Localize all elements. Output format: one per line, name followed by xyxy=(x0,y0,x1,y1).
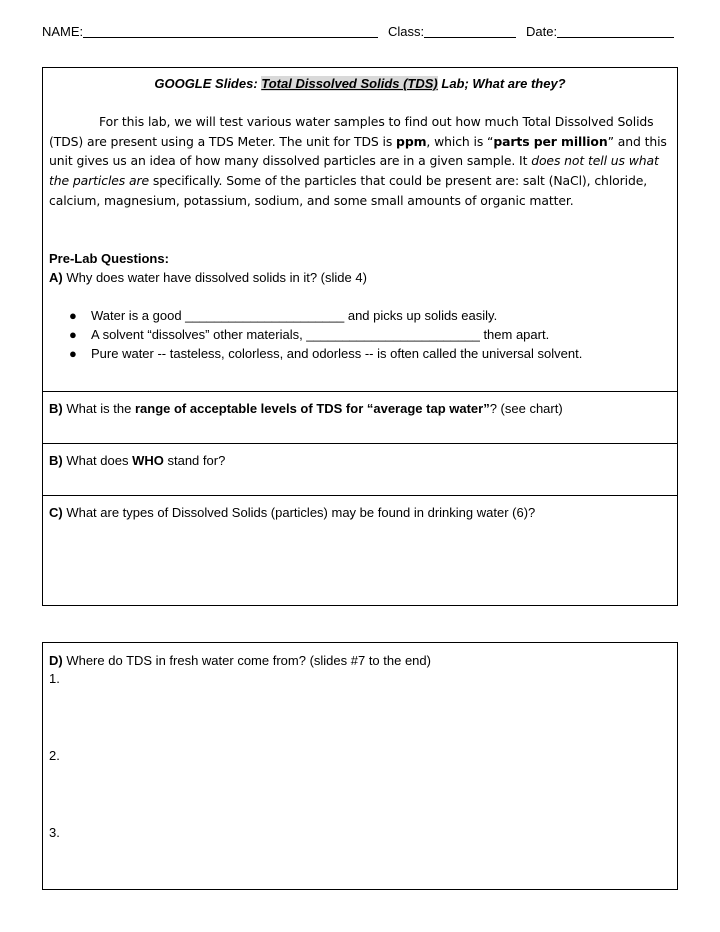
name-blank[interactable] xyxy=(83,24,378,38)
bullet-icon: ● xyxy=(69,346,77,361)
worksheet-box-1 xyxy=(42,67,678,606)
bullet-text: A solvent “dissolves” other materials, ________________________ them apart. xyxy=(91,327,550,342)
question-a xyxy=(49,268,669,287)
bullet-text: Water is a good ______________________ and picks up solids easily. xyxy=(91,308,498,323)
question-a-label: A) xyxy=(49,270,63,285)
intro-paragraph xyxy=(49,112,669,211)
bullet-text: Pure water -- tasteless, colorless, and odorless -- is often called the universal solvent. xyxy=(91,346,583,361)
question-who-post: stand for? xyxy=(163,453,226,468)
class-field[interactable] xyxy=(388,24,424,39)
bullet-icon: ● xyxy=(69,308,77,323)
question-range-post: ? (see chart) xyxy=(489,401,563,416)
question-who-pre: What does xyxy=(62,453,133,468)
question-a-text: Why does water have dissolved solids in it? (slide 4) xyxy=(62,270,367,285)
worksheet-box-2[interactable] xyxy=(42,642,678,890)
intro-italic: does not tell us what the particles are xyxy=(49,153,659,189)
question-range-cell[interactable] xyxy=(43,391,677,444)
question-range-bold: range of acceptable levels of TDS for “average tap water” xyxy=(134,401,490,416)
prelab-heading: Pre-Lab Questions: xyxy=(49,251,169,266)
intro-text-4: specifically. Some of the particles that could be present are: salt (NaCl), chloride, calcium, magnesium, potassium, sodium, and some small amounts of organic matter. xyxy=(49,173,648,208)
date-blank[interactable] xyxy=(557,24,674,38)
bullet-icon: ● xyxy=(69,327,77,342)
intro-text-3: ” and this unit gives us an idea of how many dissolved particles are in a given sample. It xyxy=(49,133,667,169)
date-field[interactable] xyxy=(526,24,557,39)
intro-ppm: ppm xyxy=(396,133,427,149)
class-label: Class: xyxy=(388,24,425,39)
answer-number-2: 2. xyxy=(49,748,60,763)
title-prefix: GOOGLE Slides: xyxy=(154,76,262,91)
question-sources-label: D) xyxy=(49,653,63,668)
answer-number-1: 1. xyxy=(49,671,60,686)
question-types-text: What are types of Dissolved Solids (particles) may be found in drinking water (6)? xyxy=(62,505,536,520)
question-range-label: B) xyxy=(49,401,63,416)
student-info-header xyxy=(42,24,678,42)
name-field[interactable] xyxy=(42,24,83,39)
class-blank[interactable] xyxy=(424,24,516,38)
question-who-bold: WHO xyxy=(132,453,164,468)
question-types-cell[interactable] xyxy=(43,495,677,606)
question-sources xyxy=(49,651,669,670)
question-who-label: B) xyxy=(49,453,63,468)
title-suffix: Lab; What are they? xyxy=(437,76,566,91)
intro-and-question-a xyxy=(43,68,677,391)
title-highlight: Total Dissolved Solids (TDS) xyxy=(261,76,438,91)
question-who xyxy=(49,451,669,470)
lab-title xyxy=(43,76,677,91)
answer-number-3: 3. xyxy=(49,825,60,840)
question-range xyxy=(49,399,669,418)
question-range-pre: What is the xyxy=(62,401,135,416)
intro-text-2: , which is “ xyxy=(426,133,494,149)
question-sources-text: Where do TDS in fresh water come from? (slides #7 to the end) xyxy=(62,653,431,668)
question-types-label: C) xyxy=(49,505,63,520)
name-label: NAME: xyxy=(42,24,84,39)
intro-text-1: For this lab, we will test various water samples to find out how much Total Dissolved Solids (TDS) are present using a TDS Meter. The unit for TDS is xyxy=(49,114,654,149)
intro-ppm-full: parts per million xyxy=(493,133,608,149)
question-who-cell[interactable] xyxy=(43,443,677,496)
question-types xyxy=(49,503,669,522)
date-label: Date: xyxy=(526,24,558,39)
